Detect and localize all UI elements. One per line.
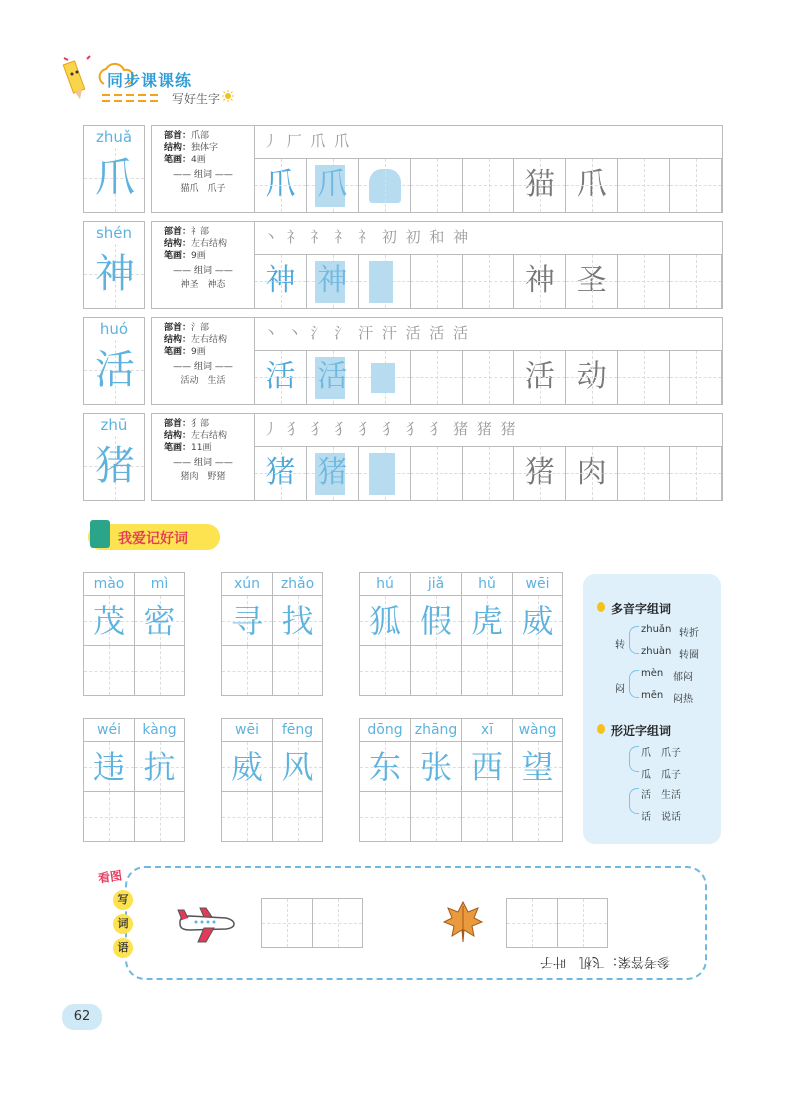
write-cell[interactable] xyxy=(506,898,557,948)
duoyin-char: 闷 xyxy=(615,684,625,695)
practice-cell[interactable] xyxy=(618,255,670,308)
practice-cell[interactable] xyxy=(411,447,463,500)
trace-cell[interactable] xyxy=(359,159,411,212)
practice-cell[interactable]: 动 xyxy=(566,351,618,404)
word-char: 张 xyxy=(410,742,461,792)
word-pinyin: mào xyxy=(83,572,134,596)
char-large: 猪 xyxy=(95,443,135,489)
trace-cell[interactable]: 猪 xyxy=(307,447,359,500)
zuci-words: 猪肉 野猪 xyxy=(180,472,226,482)
tips-card: 多音字组词 转 zhuǎn 转折 zhuàn 转圈 闷 mèn 郁闷 mēn 闷热 形近字组词 爪 爪子 瓜 瓜子 活 生活 话 说话 xyxy=(583,574,721,844)
word-char: 西 xyxy=(461,742,512,792)
practice-cell[interactable] xyxy=(463,447,515,500)
word-char: 威 xyxy=(512,596,563,646)
stroke-order: 丿 厂 爪 爪 xyxy=(255,125,723,159)
book-icon xyxy=(90,520,110,548)
write-cell[interactable] xyxy=(312,898,363,948)
practice-cell[interactable] xyxy=(618,159,670,212)
practice-cell[interactable]: 肉 xyxy=(566,447,618,500)
practice-cell[interactable] xyxy=(670,447,722,500)
lightbulb-icon xyxy=(597,602,605,612)
word-pinyin: wēi xyxy=(221,718,272,742)
practice-cell[interactable]: 爪 xyxy=(255,159,307,212)
pencil-mascot-icon xyxy=(62,52,98,102)
char-large: 爪 xyxy=(95,155,135,201)
leaf-icon xyxy=(442,900,484,944)
practice-cell[interactable] xyxy=(411,351,463,404)
stroke-order: 丿 犭 犭 犭 犭 犭 犭 犭 猪 猪 猪 xyxy=(255,413,723,447)
word-char: 抗 xyxy=(134,742,185,792)
word-pinyin: zhāng xyxy=(410,718,461,742)
answer-boxes xyxy=(506,898,608,948)
char-practice-row xyxy=(83,413,723,501)
word-pinyin: hú xyxy=(359,572,410,596)
answer-boxes xyxy=(261,898,363,948)
trace-cell[interactable] xyxy=(359,351,411,404)
word-pinyin: dōng xyxy=(359,718,410,742)
word-pinyin: kàng xyxy=(134,718,185,742)
write-cell[interactable] xyxy=(359,646,410,696)
word-char: 找 xyxy=(272,596,323,646)
section-title-badge xyxy=(88,524,220,550)
practice-cell[interactable] xyxy=(618,351,670,404)
practice-cell[interactable]: 神 xyxy=(255,255,307,308)
word-char: 东 xyxy=(359,742,410,792)
word-group xyxy=(83,572,185,696)
trace-cell[interactable]: 活 xyxy=(307,351,359,404)
word-char: 寻 xyxy=(221,596,272,646)
word-char: 茂 xyxy=(83,596,134,646)
zuci-words: 猫爪 爪子 xyxy=(180,184,226,194)
word-char: 假 xyxy=(410,596,461,646)
zuci-words: 神圣 神态 xyxy=(180,280,226,290)
big-char-box xyxy=(83,125,145,213)
word-pinyin: fēng xyxy=(272,718,323,742)
trace-cell[interactable]: 爪 xyxy=(307,159,359,212)
write-cell[interactable] xyxy=(461,646,512,696)
stroke-order: 丶 礻 礻 礻 礻 初 初 和 神 xyxy=(255,221,723,255)
practice-grid xyxy=(255,255,723,309)
char-info: 部首：爪部 结构：独体字 笔画：4画 —— 组词 —— 猫爪 爪子 xyxy=(151,125,255,213)
practice-cell[interactable]: 圣 xyxy=(566,255,618,308)
word-char: 违 xyxy=(83,742,134,792)
char-practice-row xyxy=(83,125,723,213)
big-char-box xyxy=(83,317,145,405)
word-char: 虎 xyxy=(461,596,512,646)
write-cell[interactable] xyxy=(410,792,461,842)
trace-cell[interactable]: 神 xyxy=(307,255,359,308)
practice-cell[interactable]: 爪 xyxy=(566,159,618,212)
write-cell[interactable] xyxy=(221,646,272,696)
word-group xyxy=(221,572,323,696)
write-cell[interactable] xyxy=(359,792,410,842)
airplane-icon xyxy=(176,904,238,944)
divider xyxy=(102,94,162,96)
zuci-words: 活动 生活 xyxy=(180,376,226,386)
practice-cell[interactable] xyxy=(463,159,515,212)
practice-grid xyxy=(255,447,723,501)
char-pinyin: huó xyxy=(99,320,129,338)
char-practice-row xyxy=(83,317,723,405)
trace-cell[interactable] xyxy=(359,255,411,308)
stroke-order: 丶 丶 氵 氵 汗 汗 活 活 活 xyxy=(255,317,723,351)
big-char-box xyxy=(83,221,145,309)
duoyin-char: 转 xyxy=(615,640,625,651)
write-cell[interactable] xyxy=(410,646,461,696)
answer-key: 参考答案：飞机 叶子 xyxy=(540,954,671,969)
write-cell[interactable] xyxy=(221,792,272,842)
big-char-box xyxy=(83,413,145,501)
word-group xyxy=(221,718,323,842)
word-pinyin: wēi xyxy=(512,572,563,596)
divider xyxy=(102,100,162,102)
trace-cell[interactable] xyxy=(359,447,411,500)
word-char: 密 xyxy=(134,596,185,646)
duoyin-title: 多音字组词 xyxy=(611,602,672,616)
practice-cell[interactable] xyxy=(411,255,463,308)
write-cell[interactable] xyxy=(557,898,608,948)
practice-cell[interactable] xyxy=(463,255,515,308)
word-group xyxy=(83,718,185,842)
char-pinyin: zhuǎ xyxy=(95,128,133,146)
write-cell[interactable] xyxy=(272,792,323,842)
char-info: 部首：礻部 结构：左右结构 笔画：9画 —— 组词 —— 神圣 神态 xyxy=(151,221,255,309)
word-group xyxy=(359,718,563,842)
practice-grid xyxy=(255,159,723,213)
practice-cell[interactable] xyxy=(411,159,463,212)
char-practice-row xyxy=(83,221,723,309)
xingjin-title: 形近字组词 xyxy=(611,724,672,738)
char-large: 神 xyxy=(95,251,135,297)
word-pinyin: mì xyxy=(134,572,185,596)
word-char: 望 xyxy=(512,742,563,792)
brace xyxy=(629,746,639,772)
lightbulb-icon xyxy=(597,724,605,734)
picture-label-title: 看图 xyxy=(97,868,123,886)
write-cell[interactable] xyxy=(272,646,323,696)
brace xyxy=(629,788,639,814)
header xyxy=(62,52,262,112)
char-info: 部首：氵部 结构：左右结构 笔画：9画 —— 组词 —— 活动 生活 xyxy=(151,317,255,405)
brace xyxy=(629,670,639,698)
char-large: 活 xyxy=(95,347,135,393)
sun-icon xyxy=(222,90,234,102)
write-cell[interactable] xyxy=(461,792,512,842)
section-title: 我爱记好词 xyxy=(118,531,188,547)
word-pinyin: wéi xyxy=(83,718,134,742)
practice-cell[interactable] xyxy=(670,255,722,308)
word-pinyin: xī xyxy=(461,718,512,742)
word-char: 威 xyxy=(221,742,272,792)
practice-cell[interactable]: 活 xyxy=(255,351,307,404)
char-pinyin: shén xyxy=(95,224,133,242)
practice-cell[interactable] xyxy=(463,351,515,404)
practice-cell[interactable]: 猫 xyxy=(514,159,566,212)
write-cell[interactable] xyxy=(134,646,185,696)
write-cell[interactable] xyxy=(512,792,563,842)
page-number: 62 xyxy=(62,1004,102,1030)
write-cell[interactable] xyxy=(83,792,134,842)
word-group xyxy=(359,572,563,696)
header-title: 同步课课练 xyxy=(107,71,193,90)
word-char: 狐 xyxy=(359,596,410,646)
header-subtitle: 写好生字 xyxy=(172,92,221,106)
practice-cell[interactable]: 活 xyxy=(514,351,566,404)
practice-cell[interactable] xyxy=(618,447,670,500)
char-pinyin: zhū xyxy=(100,416,128,434)
practice-cell[interactable] xyxy=(670,351,722,404)
write-cell[interactable] xyxy=(261,898,312,948)
practice-grid xyxy=(255,351,723,405)
word-pinyin: hǔ xyxy=(461,572,512,596)
word-pinyin: wàng xyxy=(512,718,563,742)
word-pinyin: jiǎ xyxy=(410,572,461,596)
word-char: 风 xyxy=(272,742,323,792)
write-cell[interactable] xyxy=(83,646,134,696)
brace xyxy=(629,626,639,654)
char-info: 部首：犭部 结构：左右结构 笔画：11画 —— 组词 —— 猪肉 野猪 xyxy=(151,413,255,501)
practice-cell[interactable] xyxy=(670,159,722,212)
write-cell[interactable] xyxy=(512,646,563,696)
practice-cell[interactable]: 猪 xyxy=(514,447,566,500)
practice-cell[interactable]: 神 xyxy=(514,255,566,308)
practice-cell[interactable]: 猪 xyxy=(255,447,307,500)
word-pinyin: xún xyxy=(221,572,272,596)
write-cell[interactable] xyxy=(134,792,185,842)
word-pinyin: zhǎo xyxy=(272,572,323,596)
